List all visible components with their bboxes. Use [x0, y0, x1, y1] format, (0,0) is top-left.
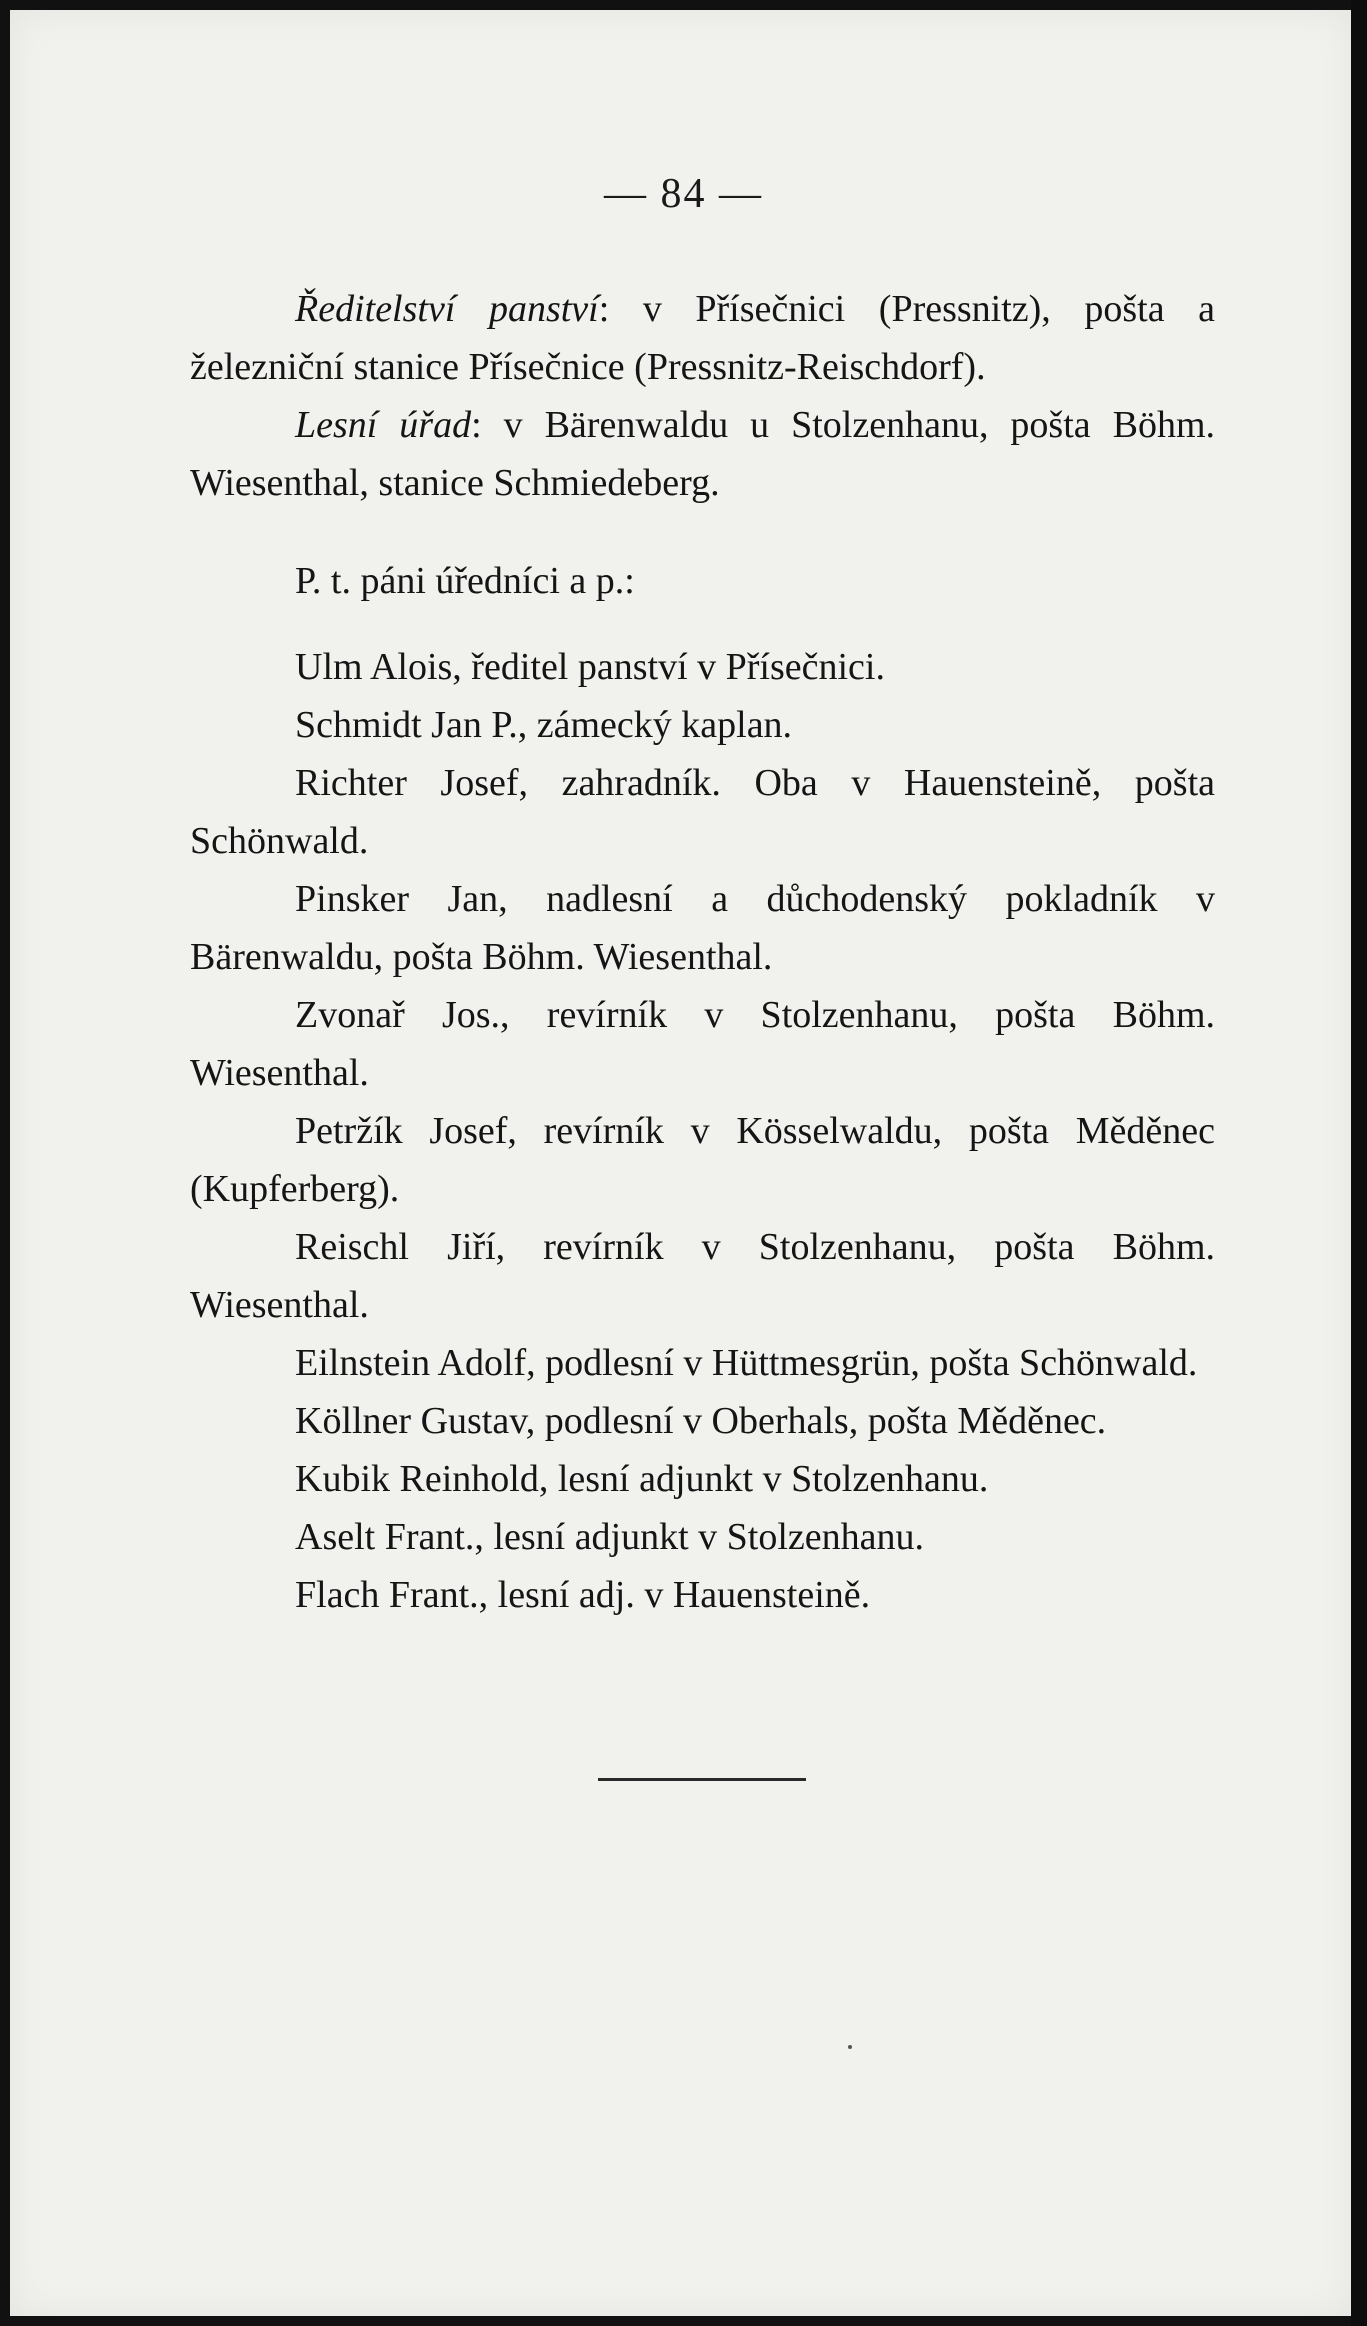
official-entry: Petržík Josef, revírník v Kösselwaldu, pošta Měděnec (Kupferberg). [190, 1110, 1215, 1210]
directorate-label: Ředitelství panství [295, 288, 599, 330]
directorate-text: : v Přísečnici (Pressnitz), pošta a železniční stanice Přísečnice (Pressnitz-Reischdorf). [190, 288, 1215, 388]
directorate-paragraph [190, 280, 1215, 396]
officials-heading: P. t. páni úředníci a p.: [295, 560, 635, 602]
page-body [190, 280, 1215, 1624]
official-entry: Eilnstein Adolf, podlesní v Hüttmesgrün, pošta Schönwald. [295, 1342, 1198, 1384]
forest-office-text: : v Bärenwaldu u Stolzenhanu, pošta Böhm. Wiesenthal, stanice Schmiedeberg. [190, 404, 1216, 504]
forest-office-label: Lesní úřad [295, 404, 472, 446]
official-entry: Zvonař Jos., revírník v Stolzenhanu, pošta Böhm. Wiesenthal. [190, 994, 1215, 1094]
page-number: — 84 — [604, 171, 763, 217]
official-entry: Schmidt Jan P., zámecký kaplan. [295, 704, 793, 746]
official-entry: Köllner Gustav, podlesní v Oberhals, pošta Měděnec. [295, 1400, 1107, 1442]
paper-speck [848, 2045, 852, 2049]
official-entry: Ulm Alois, ředitel panství v Přísečnici. [295, 646, 885, 688]
closing-rule [598, 1778, 806, 1781]
official-entry: Richter Josef, zahradník. Oba v Hauensteině, pošta Schönwald. [190, 762, 1215, 862]
official-entry: Pinsker Jan, nadlesní a důchodenský pokladník v Bärenwaldu, pošta Böhm. Wiesenthal. [190, 878, 1215, 978]
official-entry: Kubik Reinhold, lesní adjunkt v Stolzenhanu. [295, 1458, 989, 1500]
scan-edge [1351, 0, 1367, 2326]
forest-office-paragraph [190, 396, 1215, 512]
official-entry: Flach Frant., lesní adj. v Hauensteině. [295, 1574, 871, 1616]
official-entry: Aselt Frant., lesní adjunkt v Stolzenhanu. [295, 1516, 925, 1558]
official-entry: Reischl Jiří, revírník v Stolzenhanu, pošta Böhm. Wiesenthal. [190, 1226, 1215, 1326]
